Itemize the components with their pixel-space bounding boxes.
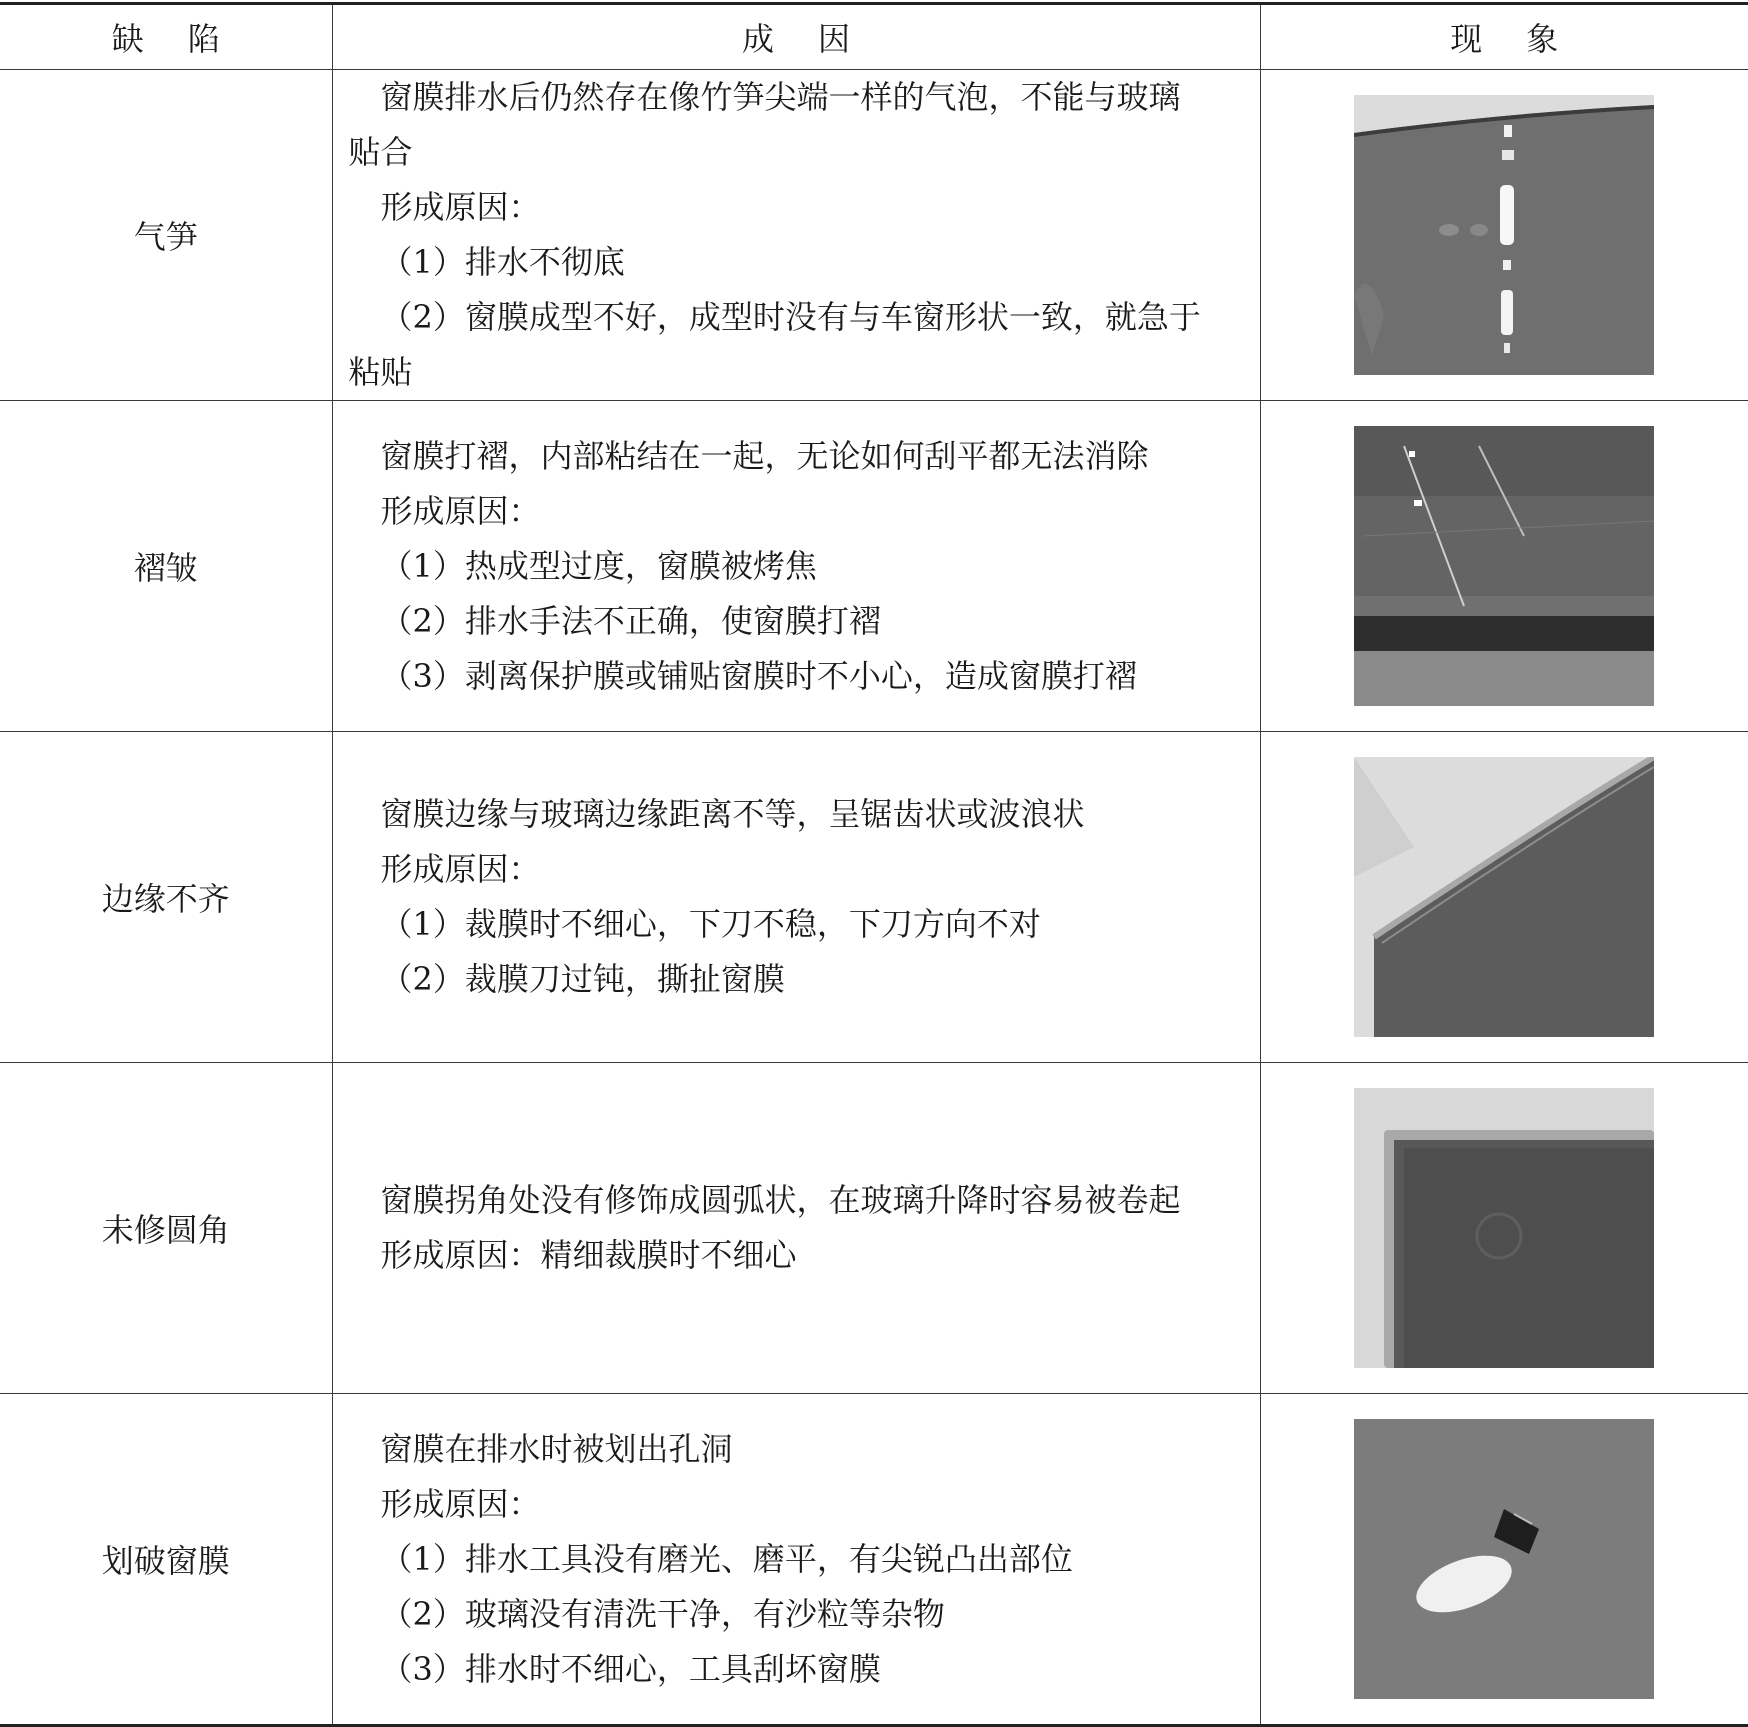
phenomenon-cell [1260,732,1748,1063]
cause-line: （2）窗膜成型不好，成型时没有与车窗形状一致，就急于 [380,298,1201,336]
cause-line: （1）排水工具没有磨光、磨平，有尖锐凸出部位 [380,1539,1073,1578]
table-row [0,732,1748,1063]
cause-line: 形成原因：精细裁膜时不细心 [380,1236,797,1274]
bubble-defect-photo [1354,95,1654,375]
cause-line: 形成原因： [380,188,541,226]
table-row [0,401,1748,732]
cause-line: 窗膜在排水时被划出孔洞 [380,1429,733,1468]
cause-line: 形成原因： [380,850,541,888]
cause-line: （1）热成型过度，窗膜被烤焦 [380,546,817,585]
cause-line: 窗膜边缘与玻璃边缘距离不等，呈锯齿状或波浪状 [380,795,1085,833]
defect-name: 边缘不齐 [0,732,332,1063]
phenomenon-cell [1260,1394,1748,1726]
cause-line: （2）裁膜刀过钝，撕扯窗膜 [380,960,785,998]
cause-line: （1）裁膜时不细心，下刀不稳，下刀方向不对 [380,905,1041,943]
cause-line: 窗膜打褶，内部粘结在一起，无论如何刮平都无法消除 [380,436,1149,475]
square-corner-defect-photo [1354,1088,1654,1368]
cause-cell [332,401,1260,732]
cause-cell [332,70,1260,401]
phenomenon-cell [1260,401,1748,732]
cause-line: 粘贴 [348,353,413,391]
cause-line: （3）排水时不细心，工具刮坏窗膜 [380,1649,881,1688]
cause-line: 窗膜排水后仍然存在像竹笋尖端一样的气泡，不能与玻璃 [380,78,1181,116]
header-phenomenon: 现象 [1260,4,1748,70]
defect-table [0,2,1748,1727]
uneven-edge-defect-photo [1354,757,1654,1037]
wrinkle-defect-photo [1354,426,1654,706]
header-cause: 成因 [332,4,1260,70]
cause-cell [332,1063,1260,1394]
table-header-row [0,4,1748,70]
phenomenon-cell [1260,1063,1748,1394]
defect-name: 未修圆角 [0,1063,332,1394]
defect-name: 气笋 [0,70,332,401]
cause-line: （2）玻璃没有清洗干净，有沙粒等杂物 [380,1594,945,1633]
cause-line: （2）排水手法不正确，使窗膜打褶 [380,601,881,640]
header-defect: 缺陷 [0,4,332,70]
cause-cell [332,732,1260,1063]
cause-line: 形成原因： [380,491,541,530]
table-row [0,70,1748,401]
table-row [0,1063,1748,1394]
torn-film-defect-photo [1354,1419,1654,1699]
cause-line: 贴合 [348,133,413,171]
cause-line: 形成原因： [380,1484,541,1523]
cause-line: （1）排水不彻底 [380,243,625,281]
phenomenon-cell [1260,70,1748,401]
table-row [0,1394,1748,1726]
cause-cell [332,1394,1260,1726]
defect-name: 划破窗膜 [0,1394,332,1726]
cause-line: 窗膜拐角处没有修饰成圆弧状，在玻璃升降时容易被卷起 [380,1181,1181,1219]
cause-line: （3）剥离保护膜或铺贴窗膜时不小心，造成窗膜打褶 [380,656,1137,695]
defect-name: 褶皱 [0,401,332,732]
